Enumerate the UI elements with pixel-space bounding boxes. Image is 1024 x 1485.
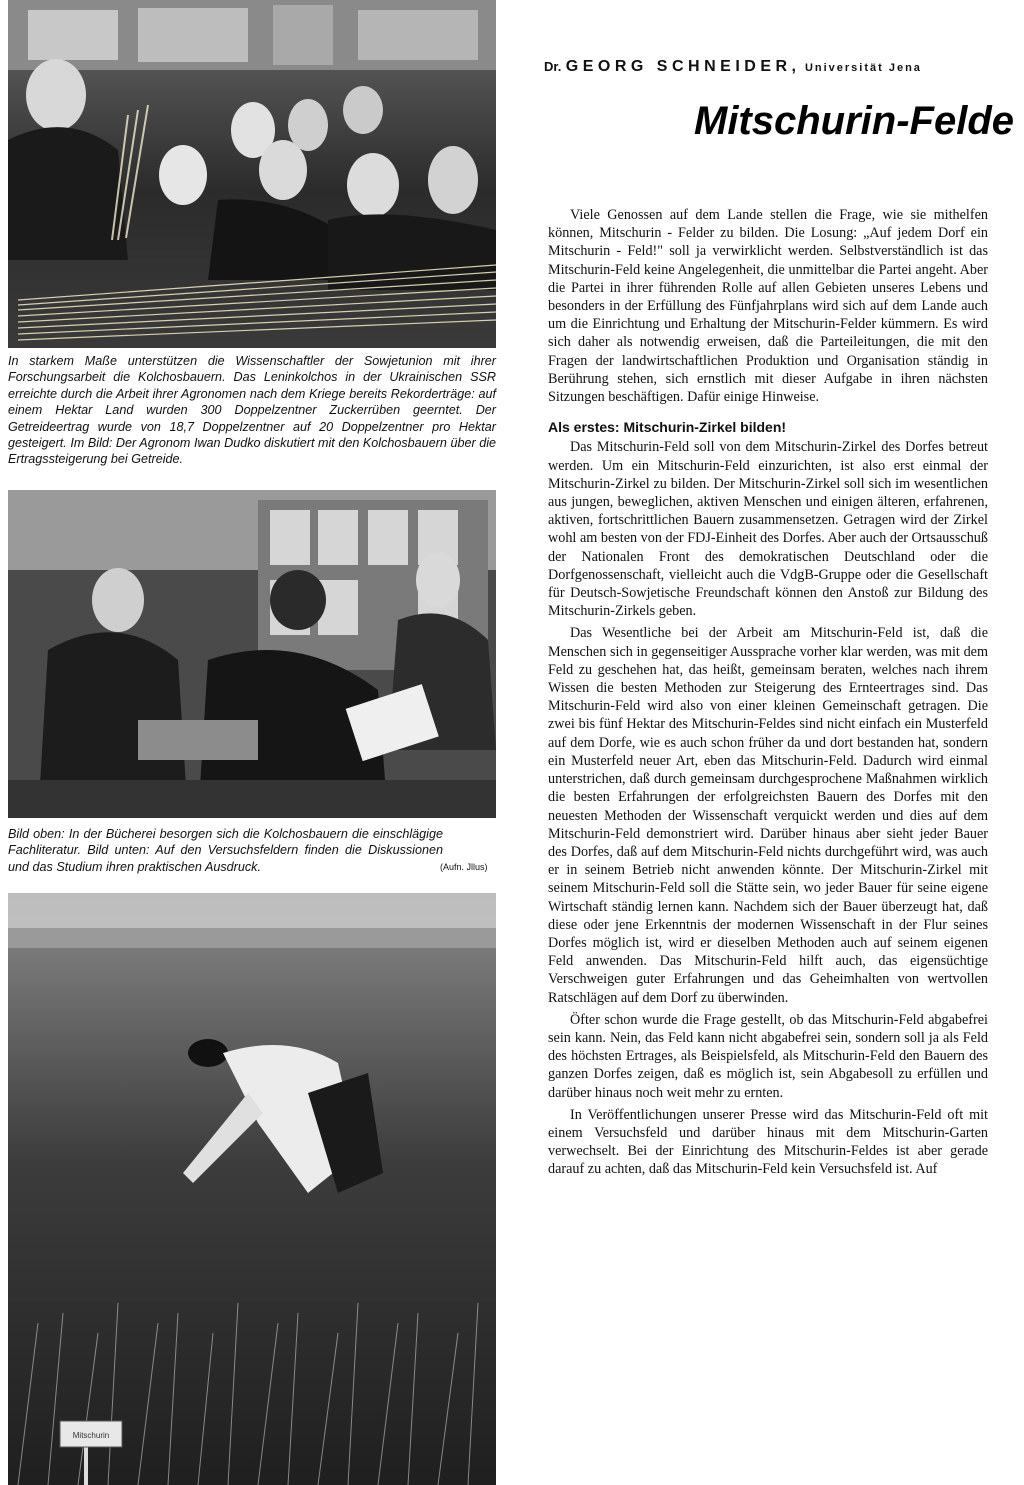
photo-library-graphic	[8, 490, 496, 818]
field-sign-text: Mitschurin	[72, 1431, 110, 1440]
photo-agronomist-discussion	[8, 0, 496, 348]
article-headline: Mitschurin-Felde	[694, 99, 1015, 143]
photo-experimental-field-graphic	[8, 893, 496, 1485]
photo23-caption: Bild oben: In der Bücherei besorgen sich die Kolchosbauern die einschlägige Fachliteratur. Bild unten: Auf den Versuchsfeldern finden die Diskussionen und das Studium ihren praktischen Ausdruck.	[8, 827, 443, 874]
article-paragraph: In Veröffentlichungen unserer Presse wird das Mitschurin-Feld oft mit einem Versuchsfeld und darüber hinaus mit dem Mitschurin-Garten verwechselt. Bei der Einrichtung des Mitschurin-Feldes ist aber gerade darauf zu achten, daß das Mitschurin-Feld kein Versuchsfeld ist. Auf	[548, 1106, 988, 1178]
byline-author: GEORG SCHNEIDER,	[565, 58, 801, 75]
byline-affiliation: Universität Jena	[804, 62, 922, 74]
article-paragraph: Das Wesentliche bei der Arbeit am Mitschurin-Feld ist, daß die Menschen sich in gegenseitiger Aussprache vorher klar werden, was mit dem Feld zu geschehen hat, das heißt, gemeinsam beraten, welches nach ihrem Wissen die besten Methoden zur Steigerung des Ernteertrages sind. Das Mitschurin-Feld wird also von einer kleinen Gemeinschaft getragen. Die zwei bis fünf Hektar des Mitschurin-Feldes sind nicht einfach ein Musterfeld auf dem Dorfe, wie es auch schon früher da und dort bestanden hat, sondern ein Musterfeld neuer Art, eben das Mitschurin-Feld. Dadurch wird einmal unterstrichen, daß durch gemeinsam durchgesprochene Maßnahmen wirklich die besten Erfahrungen der erfolgreichsten Bauern des Dorfes mit den neuesten Methoden der Wissenschaft verquickt werden und dies auf dem Mitschurin-Feld demonstriert wird. Darüber hinaus aber sieht jeder Bauer des Dorfes, daß auf dem Mitschurin-Feld nichts durchgeführt wird, was auch er in seinem Betrieb nicht anwenden könnte. Der Mitschurin-Zirkel mit seinem Mitschurin-Feld soll die Stätte sein, wo jeder Bauer für seine eigene Wirtschaft ständig lernen kann. Nachdem sich der Bauer überzeugt hat, daß diese oder jene Erkenntnis der modernen Wissenschaft in der Flur seines Dorfes möglich ist, wird er dieselben Methoden auch auf seinem eigenen Feld anwenden. Das Mitschurin-Feld hilft auch, das eigensüchtige Verschweigen guter Erfahrungen und das Geheimhalten von wertvollen Ratschlägen auf dem Dorf zu überwinden.	[548, 625, 988, 1006]
article-paragraph: Das Mitschurin-Feld soll von dem Mitschurin-Zirkel des Dorfes betreut werden. Um ein Mitschurin-Feld einzurichten, ist also erst einmal der Mitschurin-Zirkel zu bilden. Der Mitschurin-Zirkel soll sich im wesentlichen aus jungen, beweglichen, aktiven Menschen und einigen älteren, erfahrenen, aktiven, fortschrittlichen Bauern zusammensetzen. Getragen wird der Zirkel wohl am besten von der FDJ-Einheit des Dorfes. Aber auch der Ortsausschuß der Nationalen Front des demokratischen Deutschland oder die Dorfgenossenschaft, vielleicht auch die VdgB-Gruppe oder die Gesellschaft für Deutsch-Sowjetische Freundschaft können den Anstoß zur Bildung des Mitschurin-Zirkels geben.	[548, 439, 988, 620]
article-paragraph: Viele Genossen auf dem Lande stellen die Frage, wie sie mithelfen können, Mitschurin - Felder zu bilden. Die Losung: „Auf jedem Dorf ein Mitschurin - Feld!" soll ja verwirklicht werden. Selbstverständlich ist das Mitschurin-Feld keine Angelegenheit, die unmittelbar die Partei angeht. Aber die Partei in ihrer führenden Rolle auf allen Gebieten unseres Lebens und besonders in der Erfüllung des Fünfjahrplans wird sich auf dem Lande auch um die Einrichtung und Erhaltung der Mitschurin-Felder kümmern. Es wird sich daher als notwendig erweisen, daß die Parteileitungen, die mit den Fragen der landwirtschaftlichen Produktion und Organisation ständig in Berührung stehen, sich ernstlich mit dieser Aufgabe in ihren nächsten Sitzungen beschäftigen. Dafür einige Hinweise.	[548, 207, 988, 406]
article-paragraph: Öfter schon wurde die Frage gestellt, ob das Mitschurin-Feld abgabefrei sein kann. Nein, das Feld kann nicht abgabefrei sein, sondern soll ja als Feld des höchsten Ertrages, als Beispielsfeld, als Mitschurin-Feld den Bauern des ganzen Dorfes zeigen, daß es möglich ist, sein Abgabesoll zu erfüllen und darüber hinaus noch weit mehr zu ernten.	[548, 1011, 988, 1101]
photo1-caption: In starkem Maße unterstützen die Wissenschaftler der Sowjetunion mit ihrer Forschungsarbeit die Kolchosbauern. Das Leninkolchos in der Ukrainischen SSR erreichte durch die Arbeit ihrer Agronomen nach dem Kriege bereits Rekorderträge: auf einem Hektar Land wurden 300 Doppelzentner Zuckerrüben geerntet. Der Getreideertrag wurde von 18,7 Doppelzentner auf 20 Doppelzentner pro Hektar gesteigert. Im Bild: Der Agronom Iwan Dudko diskutiert mit den Kolchosbauern über die Ertragssteigerung bei Getreide.	[8, 354, 496, 467]
byline	[544, 58, 1014, 76]
article-body	[548, 206, 988, 1183]
photo-credit: (Aufn. Jllus)	[440, 862, 488, 872]
photo-library	[8, 490, 496, 818]
photo-agronomist-discussion-graphic	[8, 0, 496, 348]
photo-experimental-field	[8, 893, 496, 1485]
article-subheading: Als erstes: Mitschurin-Zirkel bilden!	[548, 419, 787, 436]
byline-title-prefix: Dr.	[544, 59, 562, 74]
